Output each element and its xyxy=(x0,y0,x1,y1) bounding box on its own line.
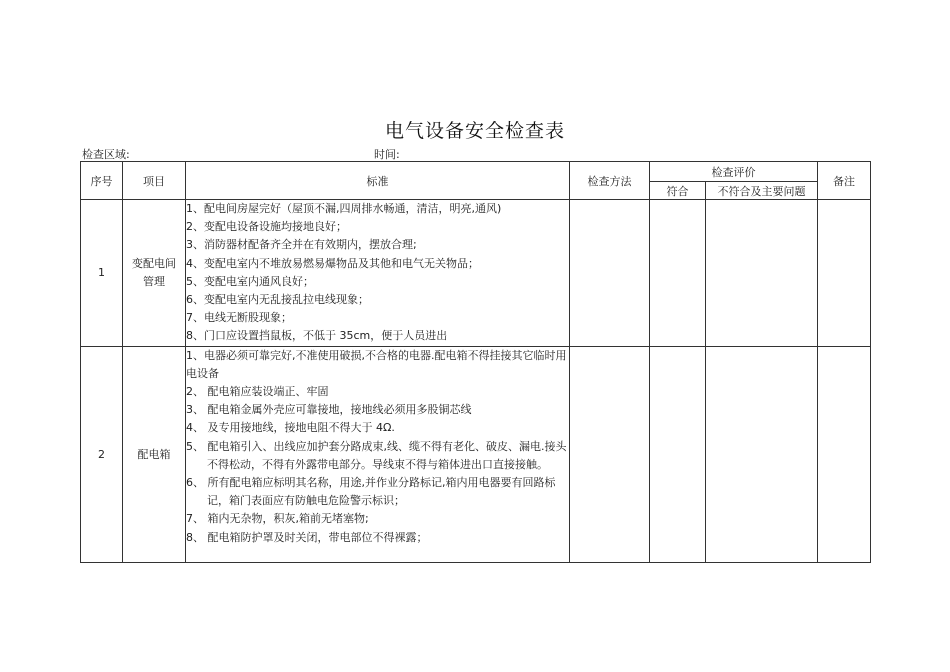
header-row xyxy=(81,162,871,182)
row-item-line: 变配电间 xyxy=(132,256,176,270)
row-nonconform-cell[interactable] xyxy=(706,346,818,562)
row-nonconform-cell[interactable] xyxy=(706,200,818,347)
header-evaluation: 检查评价 xyxy=(650,162,818,182)
standard-line: 6、 所有配电箱应标明其名称，用途,并作业分路标记,箱内用电器要有回路标记，箱门表面应有防触电危险警示标识； xyxy=(186,476,556,508)
standard-line: 4、 及专用接地线，接地电阻不得大于 4Ω. xyxy=(186,421,395,435)
standard-line: 8、门口应设置挡鼠板，不低于 35cm，便于人员进出 xyxy=(186,329,448,343)
row-item-line: 管理 xyxy=(143,274,165,288)
row-conform-cell[interactable] xyxy=(650,200,706,347)
standard-line: 2、 配电箱应装设端正、牢固 xyxy=(186,385,329,399)
header-item: 项目 xyxy=(123,162,186,200)
table-row xyxy=(81,200,871,347)
inspection-area-label: 检查区域: xyxy=(82,148,130,161)
table-row xyxy=(81,346,871,562)
standard-line: 3、 配电箱金属外壳应可靠接地，接地线必须用多股铜芯线 xyxy=(186,403,472,417)
standard-line: 8、 配电箱防护罩及时关闭，带电部位不得裸露； xyxy=(186,530,428,544)
time-label: 时间: xyxy=(374,148,400,161)
row-seq: 1 xyxy=(81,200,123,347)
row-method-cell[interactable] xyxy=(570,346,650,562)
standard-line: 6、变配电室内无乱接乱拉电线现象； xyxy=(186,293,369,307)
header-remark: 备注 xyxy=(818,162,871,200)
inspection-table xyxy=(80,161,871,563)
standard-line: 7、 箱内无杂物，积灰,箱前无堵塞物; xyxy=(186,512,369,526)
row-item xyxy=(123,200,186,347)
standard-line: 5、变配电室内通风良好； xyxy=(186,274,314,288)
header-standard: 标准 xyxy=(186,162,570,200)
header-nonconform: 不符合及主要问题 xyxy=(706,182,818,200)
standard-line: 2、变配电设备设施均接地良好； xyxy=(186,220,347,234)
row-conform-cell[interactable] xyxy=(650,346,706,562)
row-standards xyxy=(186,200,570,347)
standard-line: 7、电线无断股现象； xyxy=(186,311,292,325)
header-seq: 序号 xyxy=(81,162,123,200)
row-seq: 2 xyxy=(81,346,123,562)
standard-line: 4、变配电室内不堆放易燃易爆物品及其他和电气无关物品； xyxy=(186,256,479,270)
header-conform: 符合 xyxy=(650,182,706,200)
standard-line: 1、配电间房屋完好（屋顶不漏,四周排水畅通，清洁，明亮,通风) xyxy=(186,202,502,215)
standard-line: 1、电器必须可靠完好,不准使用破损,不合格的电器.配电箱不得挂接其它临时用电设备 xyxy=(186,348,567,380)
standard-line: 3、消防器材配备齐全并在有效期内，摆放合理; xyxy=(186,238,417,252)
header-method: 检查方法 xyxy=(570,162,650,200)
row-remark-cell[interactable] xyxy=(818,346,871,562)
page-title: 电气设备安全检查表 xyxy=(384,120,565,142)
standard-line: 5、 配电箱引入、出线应加护套分路成束,线、缆不得有老化、破皮、漏电.接头不得松动，不得有外露带电部分。导线束不得与箱体进出口直接接触。 xyxy=(186,439,567,471)
row-method-cell[interactable] xyxy=(570,200,650,347)
row-item: 配电箱 xyxy=(123,346,186,562)
row-remark-cell[interactable] xyxy=(818,200,871,347)
row-standards xyxy=(186,346,570,562)
